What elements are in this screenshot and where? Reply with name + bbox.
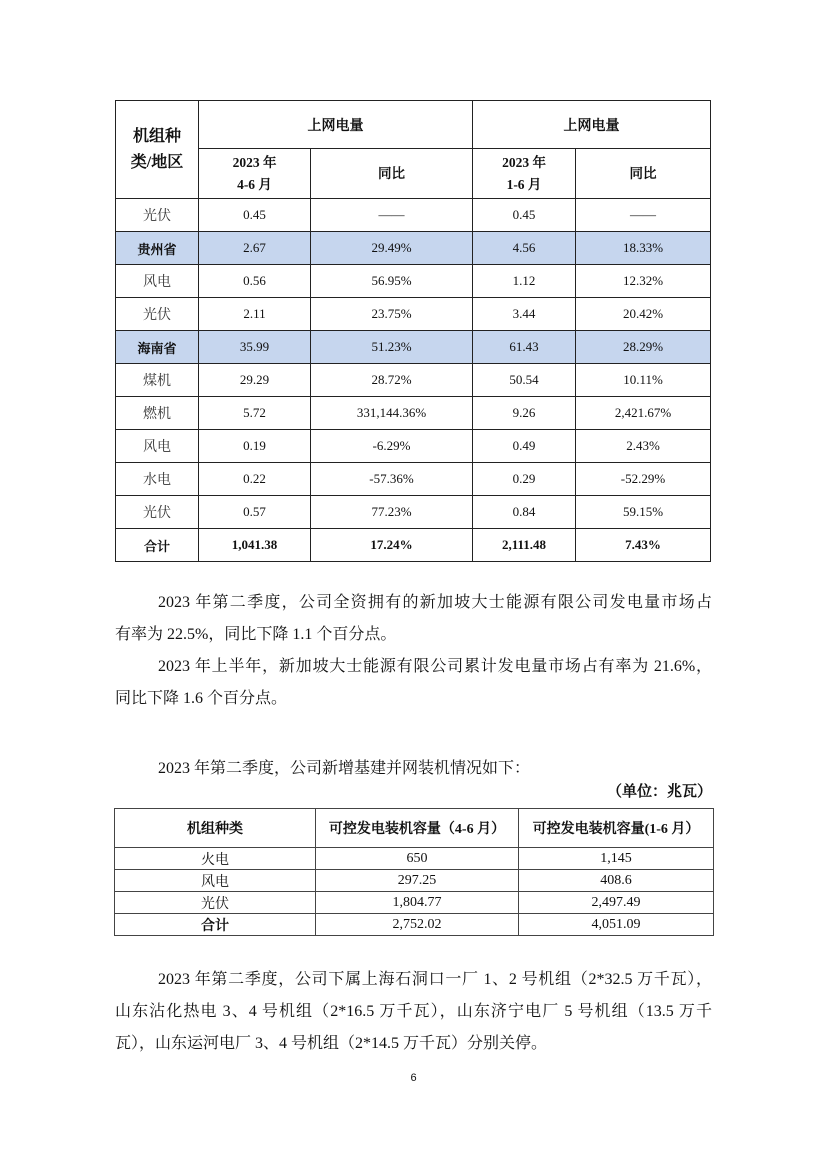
cell-v1: 1,041.38 [199,529,311,562]
cell-label: 光伏 [116,298,199,331]
paragraph-3: 2023 年第二季度，公司新增基建并网装机情况如下： [158,760,531,777]
generation-table [115,100,711,562]
cell-label: 光伏 [116,199,199,232]
cell-label: 贵州省 [116,232,199,265]
cell-label: 燃机 [116,397,199,430]
cell-y1: 29.49% [311,232,473,265]
cell-v1: 2.67 [199,232,311,265]
cell-v2: 9.26 [473,397,576,430]
cell-y2: 2,421.67% [576,397,711,430]
cell-label: 风电 [116,430,199,463]
header-year: 2023 年 [502,154,546,170]
cell-y2: -52.29% [576,463,711,496]
cell-q2: 297.25 [316,870,519,892]
table-row [116,265,711,298]
cell-v2: 0.49 [473,430,576,463]
header-months: 4-6 月 [237,176,272,192]
cell-y1: 17.24% [311,529,473,562]
header-year: 2023 年 [232,154,277,170]
cell-h1: 408.6 [519,870,714,892]
cell-q2: 1,804.77 [316,892,519,914]
paragraph-2-line-2: 同比下降 1.6 个百分点。 [115,690,288,707]
cell-v1: 0.56 [199,265,311,298]
cell-y1: 77.23% [311,496,473,529]
cell-v2: 50.54 [473,364,576,397]
cell-q2: 650 [316,848,519,870]
cell-y1: -6.29% [311,430,473,463]
cell-y1: 51.23% [311,331,473,364]
table-row [116,232,711,265]
cell-v2: 2,111.48 [473,529,576,562]
cell-v2: 0.45 [473,199,576,232]
table-row [116,496,711,529]
paragraph-4-line-3: 瓦），山东运河电厂 3、4 号机组（2*14.5 万千瓦）分别关停。 [115,1035,548,1052]
header-group-q2: 上网电量 [199,101,473,149]
cell-v1: 0.45 [199,199,311,232]
table-row [116,463,711,496]
cell-y1: 23.75% [311,298,473,331]
cell-label: 光伏 [115,892,316,914]
table-row [115,914,714,936]
cell-y1: 56.95% [311,265,473,298]
cell-label: 火电 [115,848,316,870]
cell-y2: 2.43% [576,430,711,463]
cell-v1: 0.22 [199,463,311,496]
paragraph-4-line-2: 山东沾化热电 3、4 号机组（2*16.5 万千瓦），山东济宁电厂 5 号机组（13.5 万千 [115,1003,712,1020]
paragraph-1-line-1: 2023 年第二季度，公司全资拥有的新加坡大士能源有限公司发电量市场占 [158,594,712,611]
cell-y2: —— [576,199,711,232]
cell-v2: 61.43 [473,331,576,364]
table-row [116,199,711,232]
paragraph-2-line-1: 2023 年上半年，新加坡大士能源有限公司累计发电量市场占有率为 21.6%， [158,658,712,675]
cell-y1: —— [311,199,473,232]
table-row [115,870,714,892]
cell-y2: 20.42% [576,298,711,331]
cell-y2: 12.32% [576,265,711,298]
cell-v1: 0.19 [199,430,311,463]
cell-v2: 4.56 [473,232,576,265]
cell-y1: -57.36% [311,463,473,496]
cell-v1: 5.72 [199,397,311,430]
cell-h1: 4,051.09 [519,914,714,936]
header-group-h1: 上网电量 [473,101,711,149]
cell-label: 合计 [115,914,316,936]
cell-y2: 18.33% [576,232,711,265]
cell-v1: 2.11 [199,298,311,331]
table-row [116,298,711,331]
cell-h1: 1,145 [519,848,714,870]
cell-v2: 0.29 [473,463,576,496]
cell-v1: 0.57 [199,496,311,529]
header-q2-value [199,149,311,199]
cell-label: 海南省 [116,331,199,364]
cell-q2: 2,752.02 [316,914,519,936]
cell-y2: 10.11% [576,364,711,397]
unit-label: （单位：兆瓦） [606,784,712,800]
header-unit-type: 机组种类 [115,809,316,848]
header-capacity-h1: 可控发电装机容量(1-6 月） [519,809,714,848]
cell-v1: 29.29 [199,364,311,397]
cell-v2: 3.44 [473,298,576,331]
page-number: 6 [410,1072,417,1084]
paragraph-1-line-2: 有率为 22.5%，同比下降 1.1 个百分点。 [115,626,397,643]
cell-label: 合计 [116,529,199,562]
cell-y2: 28.29% [576,331,711,364]
capacity-table [114,808,714,936]
corner-line-1: 机组种 [132,127,181,145]
cell-h1: 2,497.49 [519,892,714,914]
cell-y2: 7.43% [576,529,711,562]
table-row [116,430,711,463]
cell-v2: 0.84 [473,496,576,529]
paragraph-4-line-1: 2023 年第二季度，公司下属上海石洞口一厂 1、2 号机组（2*32.5 万千瓦）， [158,971,712,988]
table-row [115,848,714,870]
table-row [116,364,711,397]
cell-label: 风电 [116,265,199,298]
header-q2-yoy: 同比 [311,149,473,199]
cell-label: 风电 [115,870,316,892]
table-row [116,529,711,562]
header-months: 1-6 月 [506,176,542,192]
cell-y2: 59.15% [576,496,711,529]
table-row [115,892,714,914]
cell-v2: 1.12 [473,265,576,298]
header-h1-yoy: 同比 [576,149,711,199]
cell-y1: 331,144.36% [311,397,473,430]
cell-label: 光伏 [116,496,199,529]
cell-label: 煤机 [116,364,199,397]
table-row [116,331,711,364]
cell-label: 水电 [116,463,199,496]
header-h1-value [473,149,576,199]
header-corner [116,101,199,199]
corner-line-2: 类/地区 [130,153,184,171]
cell-v1: 35.99 [199,331,311,364]
cell-y1: 28.72% [311,364,473,397]
header-capacity-q2: 可控发电装机容量（4-6 月） [316,809,519,848]
table-row [116,397,711,430]
